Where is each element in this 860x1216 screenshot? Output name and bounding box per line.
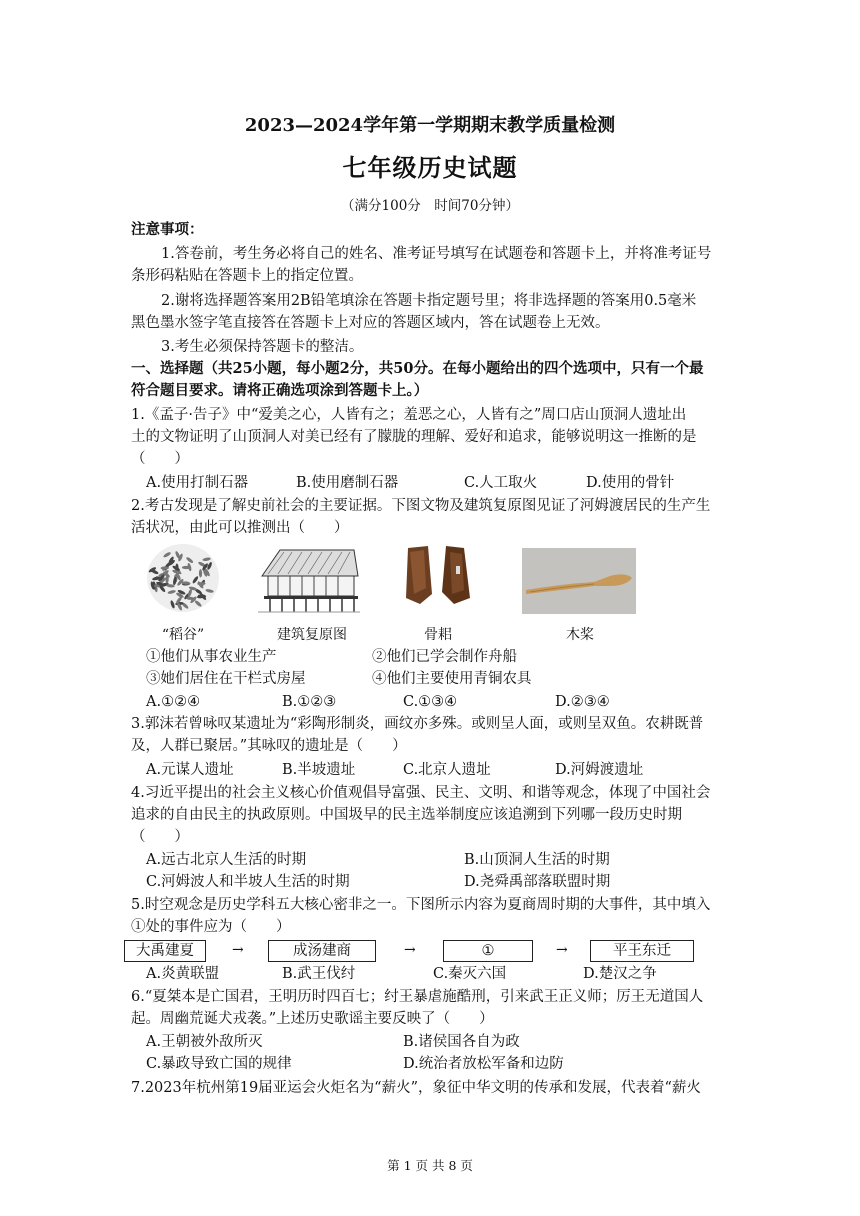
q3-option-a: A.元谋人遗址 — [146, 762, 234, 778]
exam-title: 2023—2024学年第一学期期末教学质量检测 — [244, 115, 616, 136]
q5-option-c: C.秦灭六国 — [433, 966, 507, 982]
building-reconstruction-image — [258, 546, 360, 614]
q6-option-d: D.统治者放松军备和边防 — [403, 1056, 564, 1072]
note-2b: 黑色墨水签字笔直接答在答题卡上对应的答题区域内，答在试题卷上无效。 — [131, 315, 610, 331]
section1-line2: 符合题目要求。请将正确选项涂到答题卡上。） — [131, 382, 429, 399]
timeline-box-blank: ① — [443, 940, 533, 962]
caption-rice: “稻谷” — [161, 627, 205, 643]
q4-line3: （ ） — [131, 829, 189, 845]
q6-option-c: C.暴政导致亡国的规律 — [146, 1056, 292, 1072]
q5-option-d: D.楚汉之争 — [583, 966, 657, 982]
q3-option-b: B.半坡遗址 — [282, 762, 356, 778]
q6-line1: 6.“夏桀本是亡国君，王明历时四百七；纣王暴虐施酷刑，引来武王正义师；厉王无道国人 — [131, 989, 704, 1005]
q6-option-a: A.王朝被外敌所灭 — [146, 1034, 263, 1050]
q4-option-d: D.尧舜禹部落联盟时期 — [464, 874, 611, 890]
q4-option-b: B.山顶洞人生活的时期 — [464, 852, 610, 868]
q3-line2: 及，人群已聚居。”其咏叹的遗址是（ ） — [131, 738, 407, 754]
q2-statement-1: ①他们从事农业生产 — [146, 649, 277, 665]
q2-statement-2: ②他们已学会制作舟船 — [372, 649, 517, 665]
note-1b: 条形码粘贴在答题卡上的指定位置。 — [131, 268, 363, 284]
note-1a: 1.答卷前，考生务必将自己的姓名、准考证号填写在试题卷和答题卡上，并将准考证号 — [161, 246, 712, 262]
q1-line1: 1.《孟子·告子》中“爱美之心，人皆有之；羞恶之心，人皆有之”周口店山顶洞人遗址出 — [131, 407, 687, 423]
rice-grain-image — [143, 540, 223, 616]
timeline-box-xia: 大禹建夏 — [124, 940, 206, 962]
q3-option-c: C.北京人遗址 — [403, 762, 491, 778]
caption-bone-spade: 骨耜 — [424, 627, 452, 643]
q3-line1: 3.郭沫若曾咏叹某遗址为“彩陶形制炎，画纹亦多殊。或则呈人面，或则呈双鱼。农耕既普 — [131, 716, 704, 732]
caption-oar: 木桨 — [566, 627, 594, 643]
q2-statement-3: ③她们居住在干栏式房屋 — [146, 671, 306, 687]
q2-option-d: D.②③④ — [555, 694, 610, 710]
subject-title: 七年级历史试题 — [342, 153, 518, 182]
q1-option-a: A.使用打制石器 — [146, 475, 249, 491]
notes-heading: 注意事项： — [131, 221, 204, 238]
bone-spade-image — [402, 544, 474, 606]
q2-option-c: C.①③④ — [403, 694, 458, 710]
q3-option-d: D.河姆渡遗址 — [555, 762, 644, 778]
q2-line2: 活状况，由此可以推测出（ ） — [131, 520, 349, 536]
section1-line1: 一、选择题（共25小题，每小题2分，共50分。在每小题给出的四个选项中，只有一个最 — [131, 360, 704, 377]
q2-line1: 2.考古发现是了解史前社会的主要证据。下图文物及建筑复原图见证了河姆渡居民的生产生 — [131, 498, 711, 514]
q5-option-a: A.炎黄联盟 — [146, 966, 220, 982]
q1-line2: 土的文物证明了山顶洞人对美已经有了朦胧的理解、爱好和追求，能够说明这一推断的是 — [131, 429, 697, 445]
q1-option-c: C.人工取火 — [464, 475, 538, 491]
q1-line3: （ ） — [131, 451, 189, 467]
q1-option-b: B.使用磨制石器 — [296, 475, 399, 491]
timeline-arrow-1: → — [232, 942, 244, 958]
q5-line2: ①处的事件应为（ ） — [131, 919, 291, 935]
caption-building: 建筑复原图 — [277, 627, 347, 643]
note-3: 3.考生必须保持答题卡的整洁。 — [161, 339, 364, 355]
q6-option-b: B.诸侯国各自为政 — [403, 1034, 520, 1050]
timeline-arrow-3: → — [556, 942, 568, 958]
q1-option-d: D.使用的骨针 — [586, 475, 675, 491]
q4-option-c: C.河姆波人和半坡人生活的时期 — [146, 874, 350, 890]
q4-option-a: A.远古北京人生活的时期 — [146, 852, 307, 868]
q4-line1: 4.习近平提出的社会主义核心价值观倡导富强、民主、文明、和谐等观念，体现了中国社会 — [131, 785, 711, 801]
exam-meta: （满分100分 时间70分钟） — [341, 198, 519, 214]
q2-option-a: A.①②④ — [146, 694, 201, 710]
q5-line1: 5.时空观念是历史学科五大核心密非之一。下图所示内容为夏商周时期的大事件，其中填入 — [131, 897, 711, 913]
q4-line2: 追求的自由民主的执政原则。中国圾早的民主选举制度应该追溯到下列哪一段历史时期 — [131, 807, 682, 823]
timeline-box-zhou: 平王东迁 — [590, 940, 694, 962]
q6-line2: 起。周幽荒诞犬戎袭。”上述历史歌谣主要反映了（ ） — [131, 1011, 494, 1027]
q7-line1: 7.2023年杭州第19届亚运会火炬名为“薪火”，象征中华文明的传承和发展，代表着“薪火 — [131, 1080, 701, 1096]
q2-option-b: B.①②③ — [282, 694, 337, 710]
page-footer: 第 1 页 共 8 页 — [387, 1158, 473, 1173]
q5-option-b: B.武王伐纣 — [282, 966, 356, 982]
q2-statement-4: ④他们主要使用青铜农具 — [372, 671, 532, 687]
note-2a: 2.谢将选择题答案用2B铅笔填涂在答题卡指定题号里；将非选择题的答案用0.5毫米 — [161, 293, 697, 309]
timeline-box-shang: 成汤建商 — [268, 940, 376, 962]
timeline-arrow-2: → — [404, 942, 416, 958]
wooden-oar-image — [522, 548, 636, 614]
